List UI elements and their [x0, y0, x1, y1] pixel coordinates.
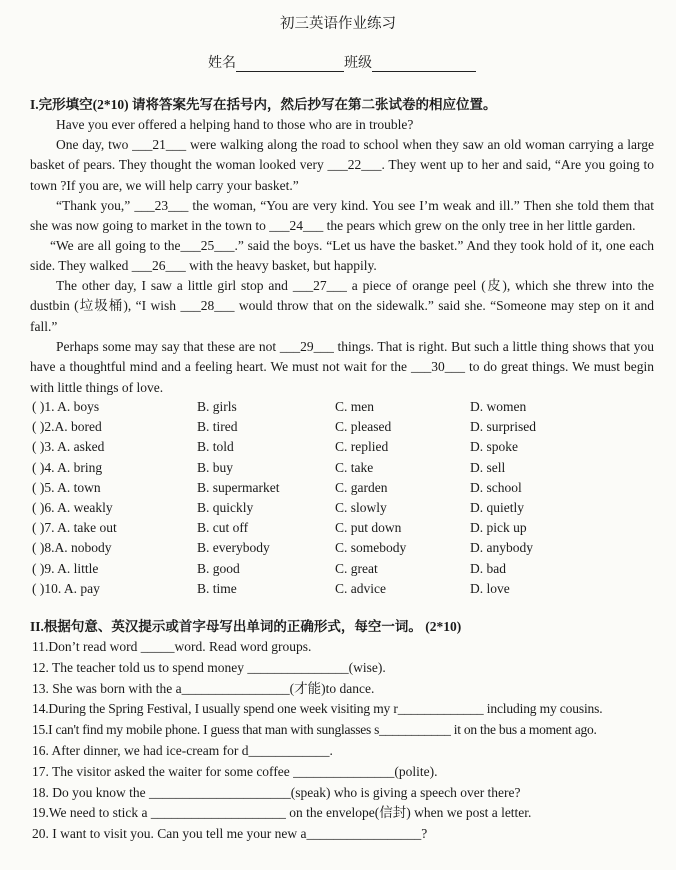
- option-row-5: [32, 478, 652, 498]
- option-q5-c: C. garden: [335, 479, 388, 495]
- option-q5-b: B. supermarket: [197, 479, 280, 495]
- option-q8-d: D. anybody: [470, 540, 533, 556]
- option-q2-c: C. pleased: [335, 419, 392, 435]
- option-q6-d: D. quietly: [470, 499, 524, 515]
- class-blank[interactable]: [372, 57, 476, 72]
- passage-paragraph-1: Have you ever offered a helping hand to those who are in trouble?: [56, 117, 414, 132]
- option-row-3: [32, 437, 652, 457]
- option-q9-b: B. good: [197, 560, 240, 576]
- option-q2-b: B. tired: [197, 419, 238, 435]
- section1-heading: I.完形填空(2*10) 请将答案先写在括号内，然后抄写在第二张试卷的相应位置。: [30, 97, 497, 112]
- option-row-6: [32, 498, 652, 518]
- option-q4-c: C. take: [335, 459, 374, 475]
- fill-in-questions: [32, 637, 662, 845]
- option-q1-d: D. women: [470, 399, 527, 414]
- question-20[interactable]: 20. I want to visit you. Can you tell me your new a_________________?: [32, 826, 428, 842]
- option-q8-a[interactable]: ( )8.A. nobody: [32, 540, 112, 556]
- option-row-8: [32, 538, 652, 558]
- option-q9-c: C. great: [335, 560, 378, 576]
- option-q1-c: C. men: [335, 399, 374, 414]
- option-q10-b: B. time: [197, 580, 237, 596]
- option-q9-d: D. bad: [470, 560, 506, 576]
- option-row-1: [32, 397, 652, 417]
- option-q3-a[interactable]: ( )3. A. asked: [32, 439, 105, 455]
- question-16[interactable]: 16. After dinner, we had ice-cream for d____________.: [32, 742, 333, 758]
- option-q3-c: C. replied: [335, 439, 389, 455]
- question-13[interactable]: 13. She was born with the a________________(才能)to dance.: [32, 680, 375, 696]
- option-q3-d: D. spoke: [470, 439, 518, 455]
- question-15[interactable]: 15.I can't find my mobile phone. I guess that man with sunglasses s___________ it on the bus a moment ago.: [32, 722, 597, 738]
- option-q10-a[interactable]: ( )10. A. pay: [32, 580, 100, 596]
- question-14[interactable]: 14.During the Spring Festival, I usually spend one week visiting my r_____________ including my cousins.: [32, 701, 603, 717]
- question-11[interactable]: 11.Don’t read word _____word. Read word groups.: [32, 639, 312, 654]
- option-q4-d: D. sell: [470, 459, 506, 475]
- option-q6-a[interactable]: ( )6. A. weakly: [32, 499, 113, 515]
- question-18[interactable]: 18. Do you know the _____________________(speak) who is giving a speech over there?: [32, 784, 521, 800]
- option-row-7: [32, 518, 652, 538]
- question-17[interactable]: 17. The visitor asked the waiter for some coffee _______________(polite).: [32, 763, 438, 779]
- name-blank[interactable]: [236, 57, 344, 72]
- passage-paragraph-4: “We are all going to the___25___.” said the boys. “Let us have the basket.” And they took hold of it, one each side. They walked ___26___ with the heavy basket, but happily.: [30, 238, 654, 274]
- option-q8-b: B. everybody: [197, 540, 270, 556]
- option-q4-a[interactable]: ( )4. A. bring: [32, 459, 103, 475]
- option-row-9: [32, 559, 652, 579]
- option-q8-c: C. somebody: [335, 540, 407, 556]
- option-row-2: [32, 417, 652, 437]
- page-title: 初三英语作业练习: [280, 16, 396, 32]
- section2-heading: II.根据句意、英汉提示或首字母写出单词的正确形式，每空一词。 (2*10): [30, 619, 462, 634]
- class-label: 班级: [344, 56, 372, 71]
- option-q10-d: D. love: [470, 580, 510, 596]
- option-q5-a[interactable]: ( )5. A. town: [32, 479, 101, 495]
- name-class-row: [208, 52, 476, 72]
- option-q2-a[interactable]: ( )2.A. bored: [32, 419, 102, 435]
- option-row-10: [32, 579, 652, 599]
- option-q1-b: B. girls: [197, 399, 237, 414]
- passage-paragraph-2: One day, two ___21___ were walking along the road to school when they saw an old woman carrying a large basket of pears. They thought the woman looked very ___22___. They went up to her and said, “Are you going to town ?If you are, we will help carry your basket.”: [30, 137, 654, 193]
- question-12[interactable]: 12. The teacher told us to spend money _______________(wise).: [32, 659, 386, 675]
- passage-paragraph-3: “Thank you,” ___23___ the woman, “You are very kind. You see I’m weak and ill.” Then she told them that she was now going to market in the town to ___24___ the pears which grew on the only tree in her little garden.: [30, 198, 654, 234]
- option-q7-a[interactable]: ( )7. A. take out: [32, 520, 117, 536]
- option-q4-b: B. buy: [197, 459, 234, 475]
- question-19[interactable]: 19.We need to stick a ____________________ on the envelope(信封) when we post a letter.: [32, 805, 532, 821]
- option-q10-c: C. advice: [335, 580, 386, 596]
- option-q2-d: D. surprised: [470, 419, 536, 435]
- option-q3-b: B. told: [197, 439, 234, 455]
- option-q6-b: B. quickly: [197, 499, 254, 515]
- name-label: 姓名: [208, 56, 236, 71]
- option-q6-c: C. slowly: [335, 499, 387, 515]
- option-q1-a[interactable]: ( )1. A. boys: [32, 399, 100, 414]
- passage-paragraph-5: The other day, I saw a little girl stop and ___27___ a piece of orange peel (皮), which she threw into the dustbin (垃圾桶), “I wish ___28___ would throw that on the sidewalk.” said she. “Someone may step on it and fall.”: [30, 278, 654, 334]
- option-q7-d: D. pick up: [470, 520, 527, 536]
- options-table: [32, 397, 652, 599]
- passage-paragraph-6: Perhaps some may say that these are not ___29___ things. That is right. But such a little thing shows that you have a thoughtful mind and a feeling heart. We must not wait for the ___30___ to do great things. We must begin with little things of love.: [30, 339, 654, 395]
- option-q5-d: D. school: [470, 479, 522, 495]
- option-q7-c: C. put down: [335, 520, 402, 536]
- option-q7-b: B. cut off: [197, 520, 249, 536]
- option-q9-a[interactable]: ( )9. A. little: [32, 560, 99, 576]
- option-row-4: [32, 458, 652, 478]
